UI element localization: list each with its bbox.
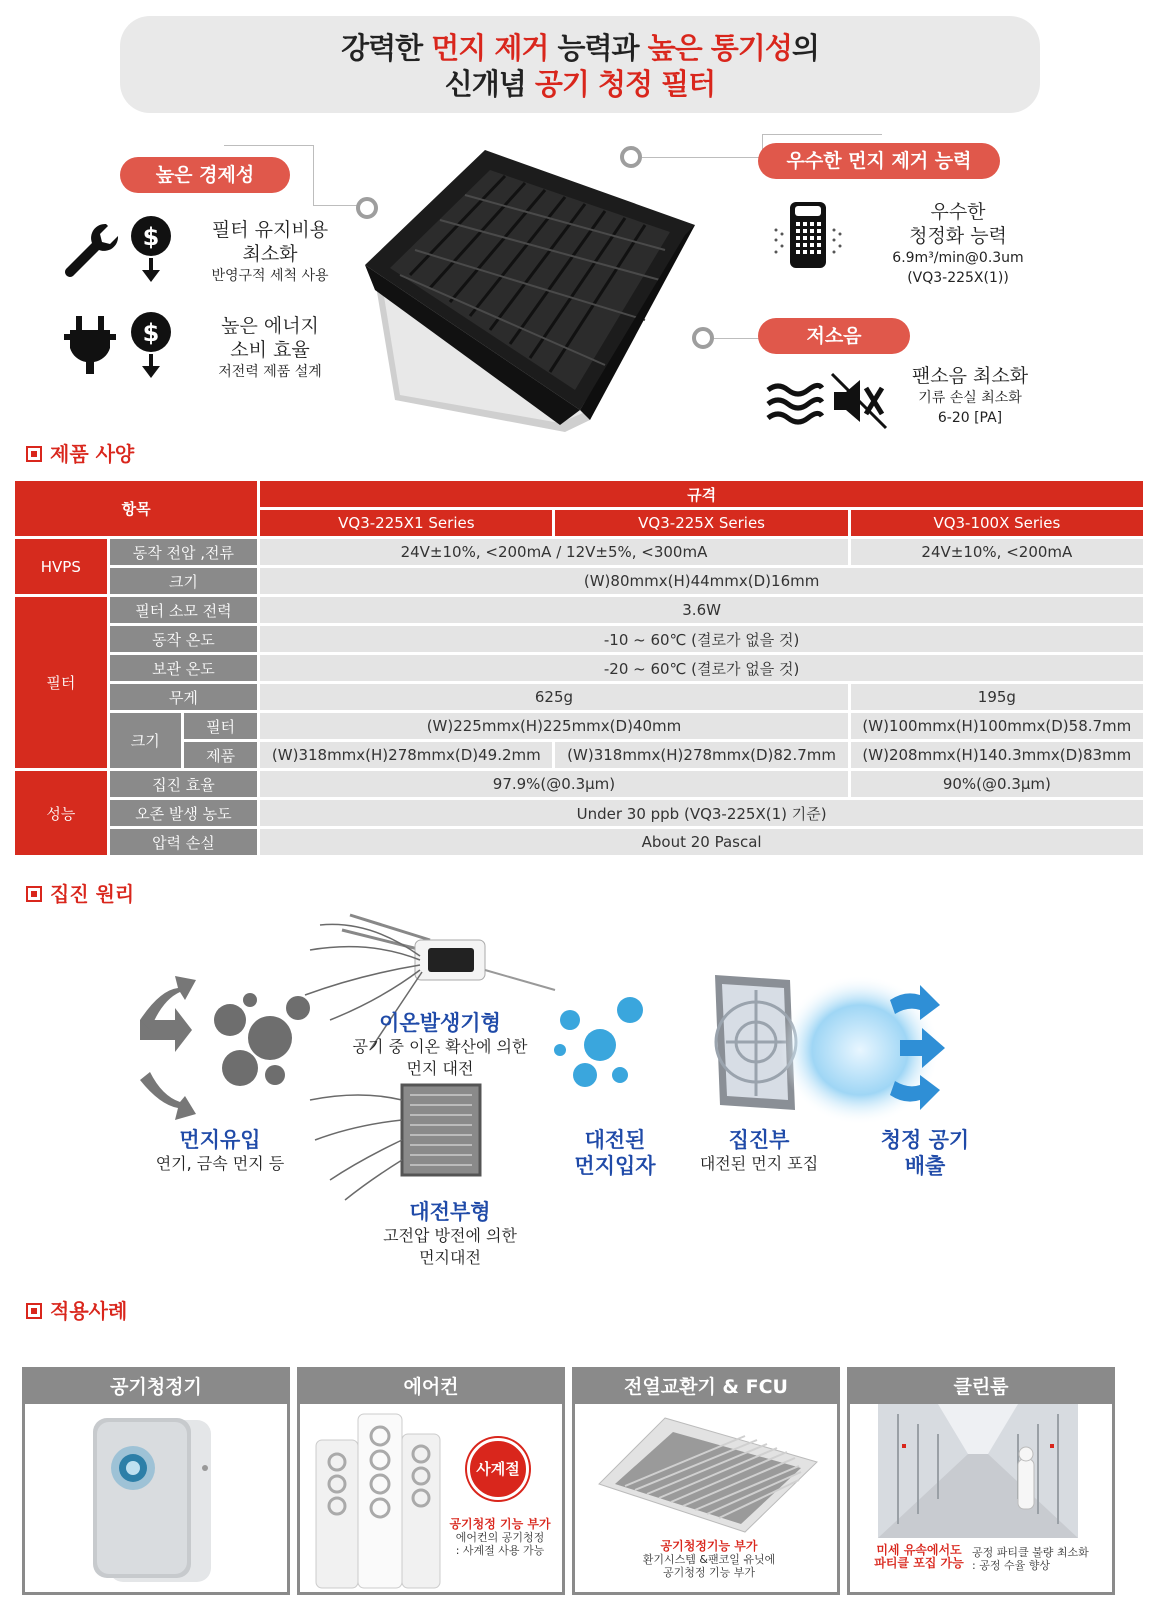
row-label: 동작 온도 — [110, 626, 258, 652]
case-card-cleanroom — [847, 1367, 1115, 1595]
dust-removal-pill: 우수한 먼지 제거 능력 — [758, 143, 1000, 179]
feature-line: 최소화 — [242, 243, 298, 265]
case-card-body — [300, 1404, 562, 1592]
collector-label — [686, 1127, 832, 1175]
table-cell: 24V±10%, <200mA / 12V±5%, <300mA — [260, 539, 848, 565]
row-label: 집진 효율 — [110, 771, 258, 797]
group-performance: 성능 — [15, 771, 107, 855]
headline-line-1 — [120, 30, 1040, 66]
spec-table — [12, 478, 1146, 858]
table-cell: 90%(@0.3μm) — [851, 771, 1143, 797]
charged-particle-label — [550, 1127, 680, 1179]
diagram-label-sub: 먼지 대전 — [406, 1059, 474, 1078]
callout-line — [224, 145, 314, 146]
table-cell: 24V±10%, <200mA — [851, 539, 1143, 565]
air-purifier-icon — [770, 200, 845, 272]
headline-line-2 — [120, 66, 1040, 102]
case-card-erv-fcu — [572, 1367, 840, 1595]
table-header-series-3: VQ3-100X Series — [851, 510, 1143, 536]
callout-line — [313, 145, 314, 205]
wrench-icon — [58, 218, 124, 284]
dust-collection-diagram — [130, 900, 1010, 1280]
case-card-body — [850, 1404, 1112, 1592]
case-caption-line: : 사계절 사용 가능 — [455, 1544, 545, 1557]
case-caption-line: 환기시스템 &팬코일 유닛에 — [642, 1553, 776, 1566]
feature-line: 소비 효율 — [230, 339, 310, 361]
case-card-title: 전열교환기 & FCU — [575, 1370, 837, 1404]
cleanroom-image — [878, 1404, 1078, 1538]
table-cell: (W)80mmx(H)44mmx(D)16mm — [260, 568, 1143, 594]
headline-text: 의 — [791, 31, 819, 65]
feature-line: 팬소음 최소화 — [911, 365, 1029, 387]
diagram-label-title: 먼지입자 — [574, 1154, 656, 1178]
row-label: 필터 소모 전력 — [110, 597, 258, 623]
case-caption-line: 에어컨의 공기청정 — [455, 1531, 545, 1544]
row-label: 압력 손실 — [110, 829, 258, 855]
case-caption-line: : 공정 수율 향상 — [972, 1559, 1050, 1572]
air-conditioner-image — [310, 1410, 445, 1590]
table-header-item: 항목 — [15, 481, 257, 536]
case-card-air-purifier — [22, 1367, 290, 1595]
diagram-label-title: 대전된 — [584, 1128, 646, 1152]
dust-inflow-label — [130, 1127, 310, 1175]
economy-pill: 높은 경제성 — [120, 157, 290, 193]
svg-text:$: $ — [142, 223, 160, 251]
callout-line — [313, 205, 358, 206]
feature-line: 청정화 능력 — [909, 225, 1007, 247]
case-caption — [972, 1546, 1102, 1572]
row-label: 오존 발생 농도 — [110, 800, 258, 826]
ion-type-label — [330, 1010, 550, 1080]
diagram-label-sub: 공기 중 이온 확산에 의한 — [352, 1037, 528, 1056]
row-label: 무게 — [110, 684, 258, 710]
low-noise-text — [890, 364, 1050, 428]
group-hvps: HVPS — [15, 539, 107, 594]
square-bullet-icon — [26, 446, 42, 462]
headline-text: 신개념 — [444, 67, 535, 101]
table-cell: (W)208mmx(H)140.3mmx(D)83mm — [851, 742, 1143, 768]
table-header-spec: 규격 — [260, 481, 1143, 507]
table-cell: 625g — [260, 684, 848, 710]
table-cell: (W)318mmx(H)278mmx(D)82.7mm — [555, 742, 847, 768]
headline-highlight: 공기 청정 필터 — [534, 67, 716, 101]
headline-text: 강력한 — [341, 31, 432, 65]
table-cell: 195g — [851, 684, 1143, 710]
feature-note: (VQ3-225X(1)) — [907, 270, 1009, 286]
diagram-label-title: 이온발생기형 — [379, 1011, 501, 1035]
case-caption — [440, 1518, 560, 1557]
diagram-label-title: 청정 공기 — [880, 1128, 970, 1152]
case-caption — [864, 1544, 974, 1570]
plate-type-label — [350, 1199, 550, 1269]
feature-note: 반영구적 세척 사용 — [211, 268, 329, 284]
diagram-label-sub: 대전된 먼지 포집 — [699, 1154, 819, 1173]
feature-line: 우수한 — [930, 201, 986, 223]
row-label: 크기 — [110, 713, 181, 768]
table-cell: About 20 Pascal — [260, 829, 1143, 855]
row-label: 크기 — [110, 568, 258, 594]
table-cell: (W)318mmx(H)278mmx(D)49.2mm — [260, 742, 552, 768]
section-title-text: 제품 사양 — [50, 442, 135, 466]
cost-down-icon — [130, 214, 172, 286]
plug-icon — [60, 312, 120, 378]
case-card-body — [25, 1404, 287, 1592]
economy-item-1 — [190, 218, 350, 286]
feature-line: 필터 유지비용 — [211, 219, 329, 241]
table-cell: (W)100mmx(H)100mmx(D)58.7mm — [851, 713, 1143, 739]
section-title-cases — [26, 1295, 127, 1324]
table-cell: (W)225mmx(H)225mmx(D)40mm — [260, 713, 848, 739]
economy-item-2 — [190, 314, 350, 382]
table-header-series-1: VQ3-225X1 Series — [260, 510, 552, 536]
diagram-label-title: 배출 — [904, 1154, 946, 1178]
row-label: 보관 온도 — [110, 655, 258, 681]
case-caption — [639, 1540, 779, 1579]
mute-icon — [830, 372, 888, 430]
section-title-text: 집진 원리 — [50, 882, 135, 906]
square-bullet-icon — [26, 1303, 42, 1319]
headline-box — [120, 16, 1040, 113]
square-bullet-icon — [26, 886, 42, 902]
feature-note: 6-20 [PA] — [937, 410, 1003, 426]
diagram-label-sub: 고전압 방전에 의한 — [383, 1226, 517, 1245]
case-caption-line: 공정 파티클 불량 최소화 — [972, 1546, 1089, 1559]
clean-air-label — [860, 1127, 990, 1179]
feature-note: 6.9m³/min@0.3um — [892, 250, 1024, 266]
feature-line: 높은 에너지 — [221, 315, 319, 337]
air-purifier-image — [85, 1412, 225, 1587]
feature-note: 기류 손실 최소화 — [918, 390, 1022, 406]
case-card-body — [575, 1404, 837, 1592]
diagram-label-title: 대전부형 — [409, 1200, 491, 1224]
filter-product-image — [355, 140, 700, 435]
table-cell: -20 ~ 60℃ (결로가 없을 것) — [260, 655, 1143, 681]
row-label: 동작 전압 ,전류 — [110, 539, 258, 565]
case-card-title: 에어컨 — [300, 1370, 562, 1404]
diagram-label-title: 먼지유입 — [179, 1128, 261, 1152]
headline-highlight: 먼지 제거 — [431, 31, 549, 65]
diagram-label-sub: 연기, 금속 먼지 등 — [155, 1154, 285, 1173]
case-card-title: 클린룸 — [850, 1370, 1112, 1404]
headline-highlight: 높은 통기성 — [647, 31, 792, 65]
case-caption-highlight: 미세 유속에서도 — [876, 1543, 962, 1557]
section-title-spec — [26, 438, 134, 467]
diagram-label-sub: 먼지대전 — [419, 1248, 481, 1267]
callout-line — [762, 134, 882, 135]
case-card-title: 공기청정기 — [25, 1370, 287, 1404]
group-filter: 필터 — [15, 597, 107, 768]
fcu-image — [595, 1414, 825, 1534]
svg-text:$: $ — [142, 319, 160, 347]
energy-cost-down-icon — [130, 310, 172, 382]
row-sublabel: 제품 — [184, 742, 257, 768]
case-card-air-conditioner — [297, 1367, 565, 1595]
case-caption-highlight: 공기청정 기능 부가 — [449, 1517, 551, 1531]
table-cell: -10 ~ 60℃ (결로가 없을 것) — [260, 626, 1143, 652]
diagram-label-title: 집진부 — [728, 1128, 790, 1152]
table-cell: 3.6W — [260, 597, 1143, 623]
case-caption-highlight: 파티클 포집 가능 — [874, 1556, 964, 1570]
section-title-principle — [26, 878, 134, 907]
feature-note: 저전력 제품 설계 — [218, 364, 322, 380]
four-seasons-badge: 사계절 — [467, 1438, 529, 1500]
section-title-text: 적용사례 — [50, 1299, 128, 1323]
table-cell: 97.9%(@0.3μm) — [260, 771, 848, 797]
headline-text: 능력과 — [548, 31, 648, 65]
table-cell: Under 30 ppb (VQ3-225X(1) 기준) — [260, 800, 1143, 826]
case-caption-line: 공기청정 기능 부가 — [662, 1566, 755, 1579]
case-caption-highlight: 공기청정기능 부가 — [660, 1539, 758, 1553]
row-sublabel: 필터 — [184, 713, 257, 739]
low-noise-pill: 저소음 — [758, 318, 910, 354]
airflow-icon — [764, 380, 824, 430]
dust-removal-text — [868, 200, 1048, 288]
table-header-series-2: VQ3-225X Series — [555, 510, 847, 536]
